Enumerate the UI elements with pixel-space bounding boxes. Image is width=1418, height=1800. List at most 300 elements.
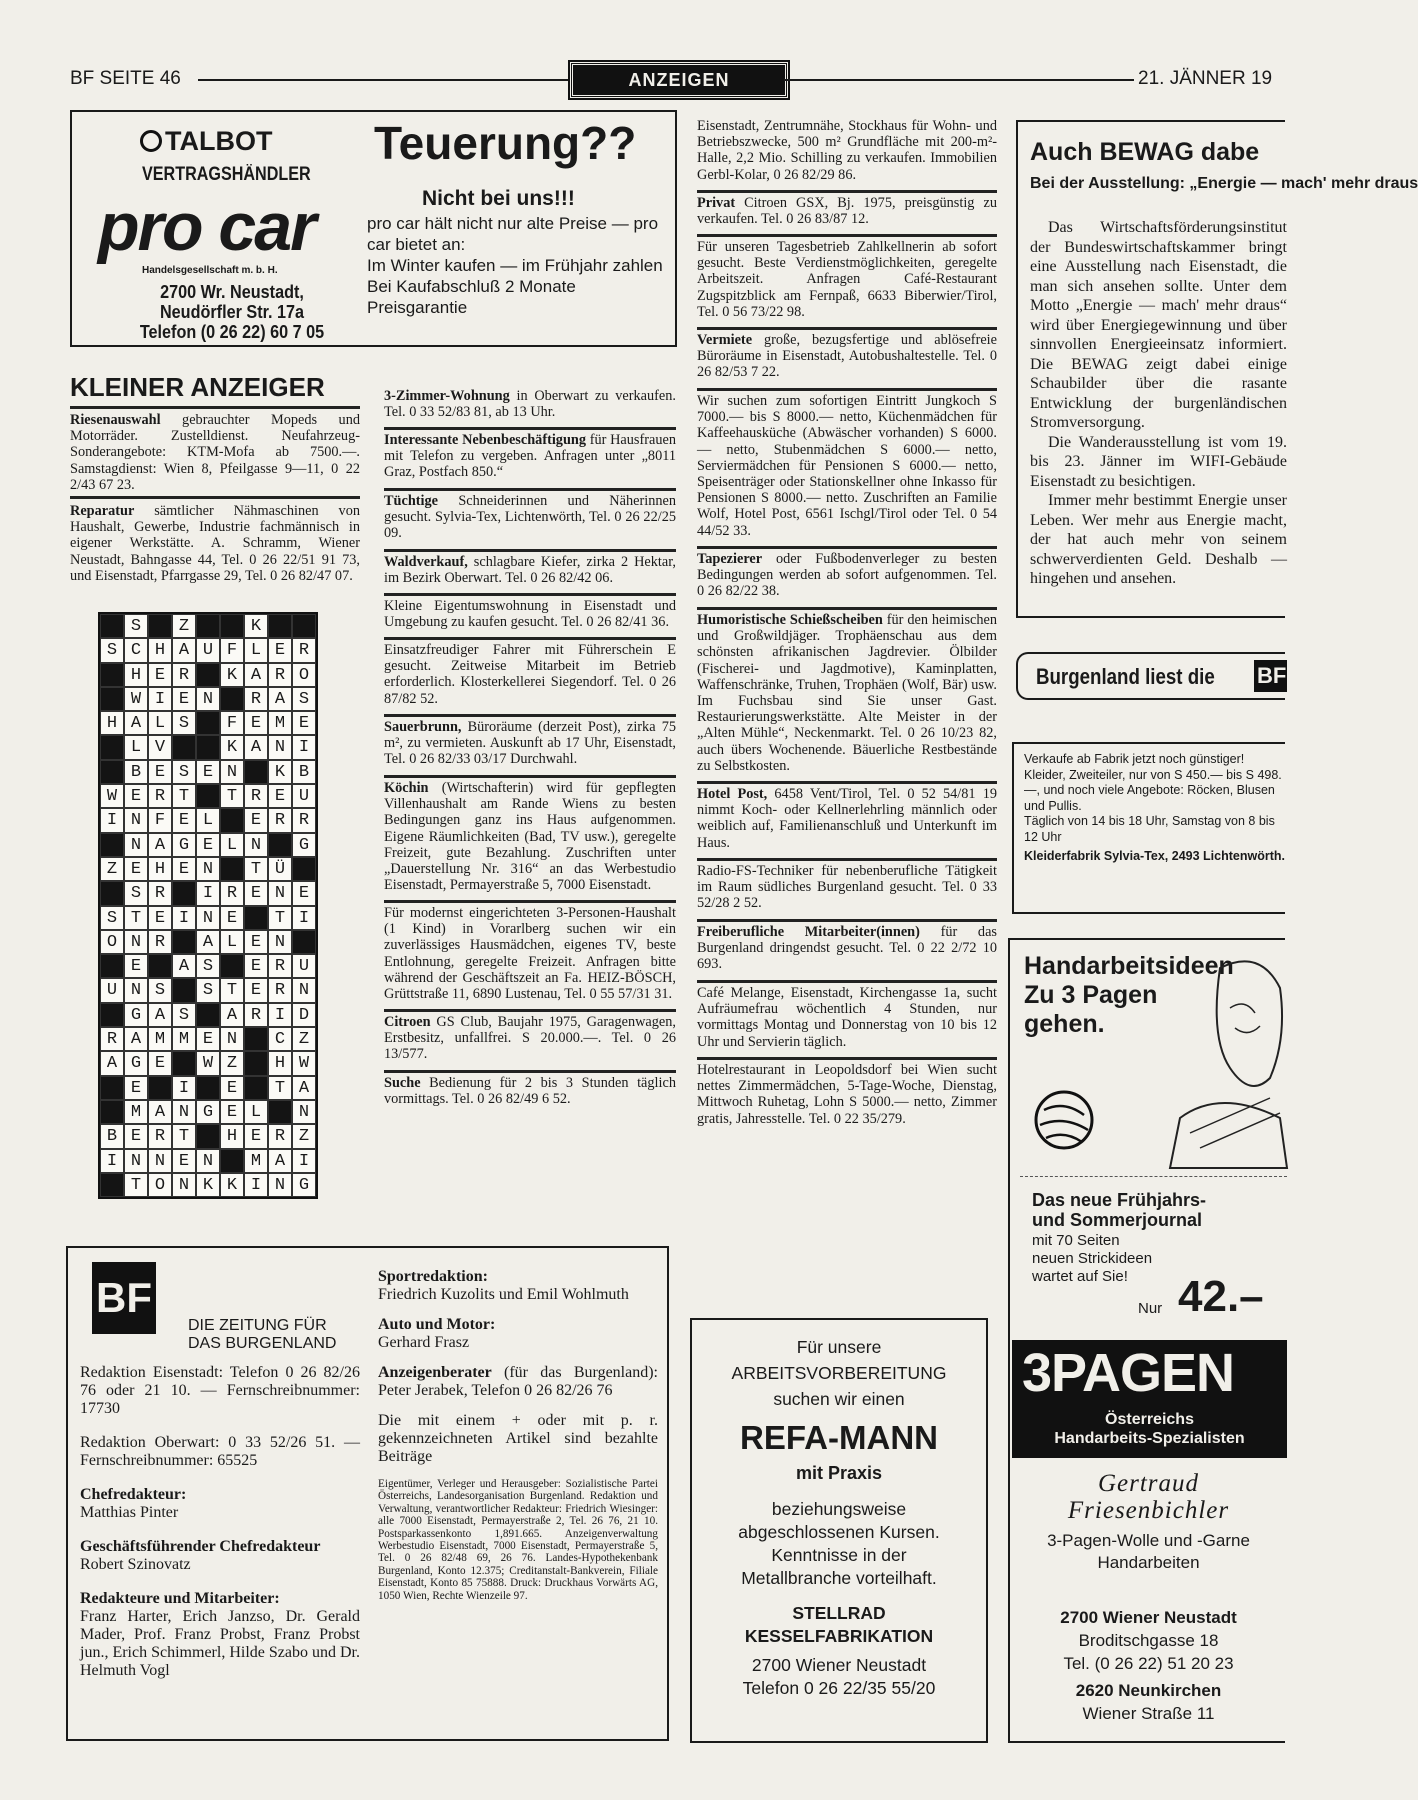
- divider: [384, 775, 676, 778]
- crossword-cell: N: [196, 906, 220, 930]
- crossword-cell: N: [196, 857, 220, 881]
- crossword-cell: N: [244, 833, 268, 857]
- crossword-cell: S: [124, 881, 148, 905]
- crossword-cell: E: [124, 954, 148, 978]
- crossword-cell: T: [172, 784, 196, 808]
- classified-ad: 3-Zimmer-Wohnung in Oberwart zu verkaufen. Tel. 0 33 52/83 81, ab 13 Uhr.: [384, 388, 676, 421]
- crossword-cell: R: [100, 1027, 124, 1051]
- crossword-cell: E: [196, 833, 220, 857]
- burgenland-liest-ad: [1016, 652, 1285, 700]
- crossword-cell: K: [220, 735, 244, 759]
- crossword-cell: T: [172, 1124, 196, 1148]
- crossword-cell: U: [196, 638, 220, 662]
- bf-tagline: DIE ZEITUNG FÜR DAS BURGENLAND: [188, 1317, 337, 1352]
- classified-ad: Riesenauswahl gebrauchter Mopeds und Motorräder. Zustelldienst. Neufahrzeug-Sonderangebote: KTM-Mofa ab 7500.—. Samstagdienst: Wien 8, Pfeilgasse 9—11, 0 22 2/43 67 23.: [70, 412, 360, 493]
- journal-price: 42.–: [1178, 1272, 1264, 1321]
- crossword-cell: N: [268, 930, 292, 954]
- crossword-cell: N: [220, 760, 244, 784]
- crossword-cell: K: [196, 1173, 220, 1197]
- crossword-cell: [196, 784, 220, 808]
- crossword-cell: M: [148, 1027, 172, 1051]
- crossword-cell: R: [172, 663, 196, 687]
- crossword-cell: W: [196, 1051, 220, 1075]
- kleiner-anzeiger-title: KLEINER ANZEIGER: [70, 372, 325, 402]
- knitting-woman-illustration: [1160, 948, 1287, 1168]
- crossword-cell: E: [172, 687, 196, 711]
- journal-text: mit 70 Seiten neuen Strickideen wartet auf Sie!: [1032, 1232, 1153, 1285]
- crossword-cell: R: [220, 881, 244, 905]
- crossword-cell: Z: [292, 1124, 316, 1148]
- crossword-cell: L: [124, 735, 148, 759]
- crossword-cell: [100, 760, 124, 784]
- crossword-cell: E: [196, 1027, 220, 1051]
- crossword-cell: S: [148, 978, 172, 1002]
- crossword-cell: T: [124, 906, 148, 930]
- crossword-cell: R: [148, 784, 172, 808]
- crossword-cell: I: [196, 881, 220, 905]
- crossword-cell: F: [220, 711, 244, 735]
- crossword-cell: [292, 930, 316, 954]
- classified-ad: Citroen GS Club, Baujahr 1975, Garagenwagen, Erstbesitz, unfallfrei. S 20.000.—. Tel. 0 26 13/577.: [384, 1014, 676, 1063]
- classified-ad: Wir suchen zum sofortigen Eintritt Jungkoch S 7000.— bis S 8000.— netto, Küchenmädchen für Kaffeehausküche (Abwäscher vorhanden) S 6000.— netto, Stubenmädchen S 6000.— netto, Serviermädchen für Pensionen S 6000.— netto, Speisenträger oder Stationskellner ohne Inkasso für Pensionen S 8000.— netto. Zuschriften an Familie Wolf, Hotel Post, 6561 Ischgl/Tirol oder Tel. 0 54 44/52 33.: [697, 393, 997, 539]
- crossword-cell: H: [268, 1051, 292, 1075]
- yarn-ball-icon: [1024, 1080, 1104, 1160]
- crossword-cell: K: [220, 1173, 244, 1197]
- crossword-cell: A: [172, 638, 196, 662]
- shop-addresses: 2700 Wiener Neustadt Broditschgasse 18 Tel. (0 26 22) 51 20 23 2620 Neunkirchen Wiener Straße 11: [1060, 1608, 1237, 1723]
- crossword-cell: L: [196, 808, 220, 832]
- crossword-cell: E: [196, 760, 220, 784]
- crossword-cell: A: [292, 1076, 316, 1100]
- crossword-cell: B: [100, 1124, 124, 1148]
- crossword-cell: S: [172, 711, 196, 735]
- crossword-cell: [172, 735, 196, 759]
- classified-ad: Café Melange, Eisenstadt, Kirchengasse 1a, sucht Aufräumefrau wöchentlich 4 Stunden, nur vormittags Montag und Donnerstag von 10 bis 12 Uhr und Servierin täglich.: [697, 985, 997, 1050]
- classified-ad: Waldverkauf, schlagbare Kiefer, zirka 2 Hektar, im Bezirk Oberwart. Tel. 0 26 82/42 06.: [384, 554, 676, 587]
- crossword-cell: H: [124, 663, 148, 687]
- crossword-cell: H: [148, 638, 172, 662]
- crossword-cell: S: [196, 954, 220, 978]
- divider: [697, 781, 997, 784]
- crossword-cell: [244, 1076, 268, 1100]
- crossword-cell: D: [292, 1003, 316, 1027]
- divider: [697, 234, 997, 237]
- bf-small-logo: BF: [1254, 660, 1287, 692]
- crossword-cell: M: [244, 1149, 268, 1173]
- crossword-cell: [220, 687, 244, 711]
- crossword-cell: [244, 1027, 268, 1051]
- classified-ad: Vermiete große, bezugsfertige und ablösefreie Büroräume in Eisenstadt, Autobushaltestelle. Tel. 0 26 82/53 7 22.: [697, 332, 997, 381]
- crossword-cell: [172, 1051, 196, 1075]
- crossword-cell: E: [244, 808, 268, 832]
- crossword-cell: N: [124, 808, 148, 832]
- crossword-cell: N: [268, 881, 292, 905]
- crossword-cell: [100, 833, 124, 857]
- price-label: Nur: [1138, 1300, 1163, 1317]
- divider: [697, 858, 997, 861]
- crossword-cell: H: [220, 1124, 244, 1148]
- crossword-cell: E: [220, 1100, 244, 1124]
- classified-ad: Radio-FS-Techniker für nebenberufliche Tätigkeit im Raum südliches Burgenland gesucht. Tel. 0 33 52/28 2 52.: [697, 863, 997, 912]
- 3-pagen-ad: [1008, 938, 1285, 1743]
- shop-products: 3-Pagen-Wolle und -Garne Handarbeiten: [1047, 1531, 1250, 1572]
- procar-company: Handelsgesellschaft m. b. H.: [142, 265, 278, 276]
- crossword-cell: O: [292, 663, 316, 687]
- crossword-cell: U: [100, 978, 124, 1002]
- divider: [384, 488, 676, 491]
- classified-ad: Kleine Eigentumswohnung in Eisenstadt und Umgebung zu kaufen gesucht. Tel. 0 26 82/41 36.: [384, 598, 676, 631]
- crossword-cell: N: [196, 687, 220, 711]
- crossword-cell: N: [124, 978, 148, 1002]
- divider: [697, 546, 997, 549]
- crossword-cell: Z: [292, 1027, 316, 1051]
- crossword-puzzle: [98, 612, 318, 1199]
- classified-ad: Hotelrestaurant in Leopoldsdorf bei Wien sucht nettes Zimmermädchen, 5-Tage-Woche, Dienstag, Mittwoch Ruhetag, Lohn S 5000.— netto, Zimmer gratis, Jahresstelle. Tel. 0 22 35/279.: [697, 1062, 997, 1127]
- header-rule-left: [198, 79, 568, 81]
- crossword-cell: [196, 735, 220, 759]
- classified-ad: Sauerbrunn, Büroräume (derzeit Post), zirka 75 m², zu vermieten. Auskunft ab 17 Uhr, Eisenstadt, Tel. 0 26 82/33 03/17 Durchwahl.: [384, 719, 676, 768]
- crossword-cell: N: [124, 930, 148, 954]
- crossword-cell: N: [172, 1173, 196, 1197]
- crossword-cell: F: [220, 638, 244, 662]
- crossword-cell: Ü: [268, 857, 292, 881]
- crossword-cell: N: [124, 833, 148, 857]
- crossword-cell: [196, 1003, 220, 1027]
- header-rule-right: [784, 79, 1134, 81]
- crossword-cell: A: [148, 1003, 172, 1027]
- crossword-cell: N: [292, 978, 316, 1002]
- crossword-cell: N: [196, 1149, 220, 1173]
- crossword-cell: [196, 711, 220, 735]
- impressum-right: Sportredaktion: Friedrich Kuzolits und Emil Wohlmuth Auto und Motor: Gerhard Frasz Anzeigenberater (für das Burgenland): Peter Jerabek, Telefon 0 26 82/26 76 Die mit einem + oder mit p. r. gekennzeichneten Artikel sind bezahlte Beiträge Eigentümer, Verleger und Herausgeber: Sozialistische Partei Österreichs, Landesorganisation Burgenland. Redaktion und Verwaltung, verantwortlicher Redakteur: Friedrich Wiesinger: alle 7000 Eisenstadt, Permayerstraße 2, Tel. 26 76, 21 10. Postsparkassenkonto 1,891.665. Anzeigenverwaltung Werbestudio Eisenstadt, 7000 Eisenstadt, Permayerstraße 5, Tel. 0 26 82/48 69, 26 76. Landes-Hypothekenbank Burgenland, Konto 12.375; Creditanstalt-Bankverein, Filiale Eisenstadt, Konto 85 75888. Druck: Druckhaus Vorwärts AG, 1050 Wien, Rechte Wienzeile 97.: [378, 1268, 658, 1602]
- crossword-cell: G: [172, 833, 196, 857]
- classified-ad: Suche Bedienung für 2 bis 3 Stunden täglich vormittags. Tel. 0 26 82/49 6 52.: [384, 1075, 676, 1108]
- crossword-cell: I: [172, 906, 196, 930]
- crossword-cell: G: [292, 1173, 316, 1197]
- crossword-cell: E: [172, 857, 196, 881]
- crossword-cell: A: [172, 954, 196, 978]
- crossword-cell: S: [196, 978, 220, 1002]
- crossword-cell: L: [220, 930, 244, 954]
- crossword-cell: F: [148, 808, 172, 832]
- crossword-cell: G: [292, 833, 316, 857]
- crossword-cell: A: [268, 1149, 292, 1173]
- classified-ad: Einsatzfreudiger Fahrer mit Führerschein E gesucht. Zeitweise Mitarbeit im Betrieb erforderlich. Klosterkellerei Siegendorf. Tel. 0 26 87/82 52.: [384, 642, 676, 707]
- crossword-cell: I: [172, 1076, 196, 1100]
- crossword-cell: E: [244, 1124, 268, 1148]
- issue-date: 21. JÄNNER 19: [1138, 68, 1273, 89]
- divider: [697, 327, 997, 330]
- crossword-cell: [244, 760, 268, 784]
- crossword-cell: [172, 930, 196, 954]
- crossword-cell: [100, 1076, 124, 1100]
- crossword-cell: S: [100, 638, 124, 662]
- crossword-cell: [100, 663, 124, 687]
- crossword-cell: O: [100, 930, 124, 954]
- dashed-divider: [1020, 1176, 1287, 1178]
- sylvia-text: Verkaufe ab Fabrik jetzt noch günstiger! Kleider, Zweiteiler, nur von S 450.— bis S 498.—, und noch viele Angebote: Röcken, Blusen und Pullis. Täglich von 14 bis 18 Uhr, Samstag von 8 bis 12 Uhr Kleiderfabrik Sylvia-Tex, 2493 Lichtenwörth.: [1024, 752, 1285, 863]
- crossword-cell: [268, 1100, 292, 1124]
- crossword-cell: A: [244, 663, 268, 687]
- bewag-body: Das Wirtschaftsförderungsinstitut der Bundeswirtschaftskammer bringt eine Ausstellung nach Eisenstadt, die man sich ansehen sollte. Unter dem Motto „Energie — mach' mehr draus“ wird über Energiegewinnung und über sinnvollen Energieeinsatz informiert. Die BEWAG zeigt dabei einige Schaubilder über die rasante Entwicklung der burgenländischen Stromversorgung. Die Wanderausstellung ist vom 19. bis 23. Jänner im WIFI-Gebäude Eisenstadt zu besichtigen. Immer mehr bestimmt Energie unser Leben. Wer mehr aus Energie macht, der hat auch mehr von seinem schwerverdienten Geld. Deshalb — hingehen und ansehen.: [1030, 219, 1287, 587]
- crossword-cell: E: [148, 663, 172, 687]
- crossword-cell: T: [124, 1173, 148, 1197]
- divider: [384, 714, 676, 717]
- crossword-cell: [196, 614, 220, 638]
- crossword-cell: [148, 954, 172, 978]
- crossword-cell: E: [148, 1051, 172, 1075]
- crossword-cell: A: [268, 687, 292, 711]
- classified-ad: Tapezierer oder Fußbodenverleger zu besten Bedingungen werden ab sofort aufgenommen. Tel. 0 26 82/22 38.: [697, 551, 997, 600]
- crossword-cell: L: [244, 638, 268, 662]
- crossword-cell: R: [292, 808, 316, 832]
- sylvia-tex-ad: [1012, 742, 1285, 914]
- page-number: BF SEITE 46: [70, 68, 181, 89]
- crossword-cell: A: [100, 1051, 124, 1075]
- crossword-cell: R: [268, 808, 292, 832]
- classified-ad: Humoristische Schießscheiben für den heimischen und Großwildjäger. Trophäenschau aus dem schönsten afrikanischen Jagdrevier. Ölbilder (Fischerei- und Jagdmotive), Kaminplatten, Waffenschränke, Truhen, Trophäen (Wolf, Bär) usw. Im Fuchsbau sind Sie unser Gast. Restaurierungswerkstätte. Alte Meister in der „Alten Mühle“, Neckenmarkt. Tel. 0 26 10/23 82, auch übers Wochenende. Bäuerliche Restbestände zu Selbstkosten.: [697, 612, 997, 774]
- crossword-cell: R: [244, 784, 268, 808]
- bewag-subtitle: Bei der Ausstellung: „Energie — mach' mehr draus: [1030, 175, 1418, 192]
- crossword-cell: L: [220, 833, 244, 857]
- classified-ad: Für modernst eingerichteten 3-Personen-Haushalt (1 Kind) in Vorarlberg suchen wir ein zuverlässiges Hausmädchen, eigenes TV, beste Entlohnung, geregelte Freizeit. Anfragen bitte während der Geschäftszeit an Fa. HEIZ-BÖSCH, Grüttstraße 11, 6890 Lustenau, Tel. 0 55 57/31 31.: [384, 905, 676, 1003]
- crossword-cell: E: [244, 930, 268, 954]
- pagen-headline: Handarbeitsideen Zu 3 Pagen gehen.: [1024, 952, 1234, 1038]
- crossword-cell: S: [124, 614, 148, 638]
- divider: [697, 980, 997, 983]
- crossword-cell: B: [292, 760, 316, 784]
- divider: [70, 496, 360, 499]
- 3-pagen-logo: 3PAGEN Österreichs Handarbeits-Spezialisten: [1012, 1340, 1287, 1458]
- crossword-cell: E: [172, 808, 196, 832]
- crossword-cell: T: [268, 1076, 292, 1100]
- crossword-cell: S: [100, 906, 124, 930]
- crossword-cell: [220, 808, 244, 832]
- impressum-box: [66, 1246, 669, 1741]
- crossword-cell: Z: [100, 857, 124, 881]
- divider: [384, 637, 676, 640]
- crossword-cell: N: [124, 1149, 148, 1173]
- crossword-cell: A: [124, 711, 148, 735]
- crossword-cell: T: [268, 906, 292, 930]
- crossword-cell: W: [100, 784, 124, 808]
- crossword-cell: W: [292, 1051, 316, 1075]
- crossword-cell: R: [148, 930, 172, 954]
- shop-owner-name: Gertraud Friesenbichler: [1067, 1470, 1230, 1524]
- talbot-brand: TALBOT: [140, 126, 272, 157]
- crossword-cell: I: [244, 1173, 268, 1197]
- crossword-cell: R: [268, 1124, 292, 1148]
- divider: [384, 1070, 676, 1073]
- divider: [697, 919, 997, 922]
- crossword-cell: A: [196, 930, 220, 954]
- crossword-cell: E: [220, 1076, 244, 1100]
- crossword-cell: [100, 614, 124, 638]
- crossword-cell: E: [292, 881, 316, 905]
- crossword-cell: R: [244, 687, 268, 711]
- crossword-cell: C: [124, 638, 148, 662]
- classified-ad: Reparatur sämtlicher Nähmaschinen von Haushalt, Gewerbe, Industrie fachmännisch in eigener Werkstätte. A. Schramm, Wiener Neustadt, Bahngasse 44, Tel. 0 26 22/51 91 73, und Eisenstadt, Pfarrgasse 29, Tel. 0 26 82/47 07.: [70, 503, 360, 584]
- crossword-cell: W: [124, 687, 148, 711]
- crossword-cell: Z: [220, 1051, 244, 1075]
- divider: [384, 549, 676, 552]
- crossword-cell: A: [124, 1027, 148, 1051]
- crossword-cell: R: [292, 638, 316, 662]
- crossword-cell: K: [268, 760, 292, 784]
- crossword-cell: [100, 1173, 124, 1197]
- crossword-cell: [220, 1149, 244, 1173]
- crossword-cell: M: [268, 711, 292, 735]
- crossword-cell: C: [268, 1027, 292, 1051]
- crossword-cell: G: [196, 1100, 220, 1124]
- crossword-cell: [196, 1124, 220, 1148]
- crossword-cell: E: [124, 784, 148, 808]
- classified-ad: Für unseren Tagesbetrieb Zahlkellnerin ab sofort gesucht. Beste Verdienstmöglichkeiten, geregelte Arbeitszeit. Anfragen Café-Restaurant Zugspitzblick am Fernpaß, 6633 Biberwier/Tirol, Tel. 0 56 73/22 98.: [697, 239, 997, 320]
- crossword-cell: A: [244, 735, 268, 759]
- divider: [697, 1057, 997, 1060]
- crossword-cell: G: [124, 1051, 148, 1075]
- crossword-cell: U: [292, 784, 316, 808]
- crossword-cell: [196, 1076, 220, 1100]
- crossword-cell: I: [268, 1003, 292, 1027]
- crossword-cell: R: [268, 978, 292, 1002]
- crossword-cell: E: [244, 711, 268, 735]
- crossword-cell: E: [244, 881, 268, 905]
- crossword-cell: S: [292, 687, 316, 711]
- crossword-cell: [244, 1051, 268, 1075]
- crossword-cell: R: [244, 1003, 268, 1027]
- crossword-cell: S: [172, 1003, 196, 1027]
- crossword-cell: A: [148, 833, 172, 857]
- crossword-cell: N: [292, 1100, 316, 1124]
- crossword-cell: A: [220, 1003, 244, 1027]
- crossword-cell: [148, 1076, 172, 1100]
- crossword-cell: I: [292, 735, 316, 759]
- classified-ad: Eisenstadt, Zentrumnähe, Stockhaus für Wohn- und Betriebszwecke, 500 m² Grundfläche mit 200-m²-Halle, 2,2 Mio. Schilling zu verkaufen. Immobilien Gerbl-Kolar, 0 26 82/29 86.: [697, 118, 997, 183]
- crossword-cell: T: [220, 978, 244, 1002]
- crossword-cell: N: [220, 1027, 244, 1051]
- crossword-cell: S: [172, 760, 196, 784]
- crossword-cell: R: [148, 881, 172, 905]
- crossword-cell: G: [124, 1003, 148, 1027]
- bewag-title: Auch BEWAG dabe: [1030, 138, 1260, 166]
- crossword-cell: N: [172, 1100, 196, 1124]
- procar-logo: pro car: [98, 189, 315, 265]
- crossword-cell: E: [220, 906, 244, 930]
- crossword-cell: [172, 881, 196, 905]
- impressum-left: Redaktion Eisenstadt: Telefon 0 26 82/26 76 oder 21 10. — Fernschreibnummer: 17730 Redaktion Oberwart: 0 33 52/26 51. — Fernschreibnummer: 65525 Chefredakteur: Matthias Pinter Geschäftsführender Chefredakteur Robert Szinovatz Redakteure und Mitarbeiter: Franz Harter, Erich Janzso, Dr. Gerald Mader, Prof. Franz Probst, Franz Probst jun., Erich Schimmerl, Hilde Szabo und Dr. Helmuth Vogl: [80, 1364, 360, 1679]
- crossword-cell: E: [268, 784, 292, 808]
- crossword-cell: K: [220, 663, 244, 687]
- crossword-cell: [148, 614, 172, 638]
- crossword-cell: N: [268, 735, 292, 759]
- crossword-cell: V: [148, 735, 172, 759]
- crossword-cell: B: [124, 760, 148, 784]
- refa-text: Für unsere ARBEITSVORBEREITUNG suchen wir einen REFA-MANN mit Praxis beziehungsweise abgeschlossenen Kursen. Kenntnisse in der Metallbranche vorteilhaft. STELLRAD KESSELFABRIKATION 2700 Wiener Neustadt Telefon 0 26 22/35 55/20: [731, 1337, 947, 1698]
- classified-ad: Tüchtige Schneiderinnen und Näherinnen gesucht. Sylvia-Tex, Lichtenwörth, Tel. 0 26 22/25 09.: [384, 493, 676, 542]
- crossword-cell: I: [100, 1149, 124, 1173]
- divider: [697, 388, 997, 391]
- crossword-cell: U: [292, 954, 316, 978]
- procar-address: 2700 Wr. Neustadt, Neudörfler Str. 17a Telefon (0 26 22) 60 7 05: [139, 282, 325, 342]
- refa-mann-ad: [690, 1318, 988, 1743]
- crossword-cell: I: [292, 1149, 316, 1173]
- crossword-cell: E: [172, 1149, 196, 1173]
- crossword-cell: M: [172, 1027, 196, 1051]
- crossword-cell: E: [148, 906, 172, 930]
- burgenland-text: Burgenland liest die: [1036, 664, 1215, 689]
- crossword-cell: E: [124, 857, 148, 881]
- divider: [384, 1009, 676, 1012]
- procar-body: pro car hält nicht nur alte Preise — pro car bietet an: Im Winter kaufen — im Frühjahr zahlen Bei Kaufabschluß 2 Monate Preisgarantie: [367, 214, 663, 317]
- crossword-cell: [100, 735, 124, 759]
- crossword-cell: L: [244, 1100, 268, 1124]
- crossword-cell: [100, 1100, 124, 1124]
- teuerung-sub: Nicht bei uns!!!: [422, 187, 575, 210]
- talbot-subtitle: VERTRAGSHÄNDLER: [142, 164, 311, 185]
- crossword-cell: O: [148, 1173, 172, 1197]
- crossword-cell: E: [244, 978, 268, 1002]
- crossword-cell: [100, 954, 124, 978]
- divider: [697, 607, 997, 610]
- classified-ad: Freiberufliche Mitarbeiter(innen) für das Burgenland dringendst gesucht. Tel. 0 22 2/72 10 693.: [697, 924, 997, 973]
- crossword-cell: H: [148, 857, 172, 881]
- crossword-cell: T: [244, 857, 268, 881]
- bewag-article: [1016, 120, 1418, 618]
- crossword-cell: [268, 614, 292, 638]
- crossword-cell: [100, 1003, 124, 1027]
- crossword-cell: M: [124, 1100, 148, 1124]
- divider: [384, 900, 676, 903]
- crossword-cell: [268, 833, 292, 857]
- crossword-cell: L: [148, 711, 172, 735]
- journal-title: Das neue Frühjahrs- und Sommerjournal: [1032, 1190, 1207, 1230]
- crossword-cell: [292, 614, 316, 638]
- crossword-cell: Z: [172, 614, 196, 638]
- crossword-cell: [292, 857, 316, 881]
- divider: [384, 593, 676, 596]
- crossword-cell: [100, 687, 124, 711]
- crossword-cell: N: [148, 1149, 172, 1173]
- divider: [384, 427, 676, 430]
- crossword-cell: [196, 663, 220, 687]
- crossword-cell: N: [268, 1173, 292, 1197]
- crossword-cell: E: [244, 954, 268, 978]
- crossword-cell: R: [268, 954, 292, 978]
- crossword-cell: E: [124, 1076, 148, 1100]
- divider: [70, 406, 360, 409]
- talbot-logo-icon: [140, 130, 162, 152]
- section-title: ANZEIGEN: [570, 62, 788, 98]
- divider: [697, 190, 997, 193]
- crossword-cell: E: [124, 1124, 148, 1148]
- crossword-cell: H: [100, 711, 124, 735]
- classified-ad: Köchin (Wirtschafterin) wird für gepflegten Villenhaushalt am Rande Wiens zu besten Bedingungen ganz ins Haus aufgenommen. Eigene Räumlichkeiten (Bad, TV usw.), geregelte Freizeit, gute Bezahlung. Zuschriften unter „Dauerstellung Nr. 316“ an das Werbestudio Eisenstadt, Permayerstraße 5, 7000 Eisenstadt.: [384, 780, 676, 894]
- crossword-cell: T: [220, 784, 244, 808]
- crossword-cell: [220, 954, 244, 978]
- crossword-cell: [220, 614, 244, 638]
- teuerung-headline: Teuerung??: [374, 117, 637, 169]
- crossword-cell: [100, 881, 124, 905]
- classified-ad: Interessante Nebenbeschäftigung für Hausfrauen mit Telefon zu vergeben. Anfragen unter „8011 Graz, Postfach 850.“: [384, 432, 676, 481]
- talbot-procar-ad: [70, 110, 677, 347]
- crossword-cell: R: [268, 663, 292, 687]
- crossword-cell: I: [100, 808, 124, 832]
- crossword-cell: E: [292, 711, 316, 735]
- crossword-cell: I: [292, 906, 316, 930]
- crossword-cell: A: [148, 1100, 172, 1124]
- classified-ad: Privat Citroen GSX, Bj. 1975, preisgünstig zu verkaufen. Tel. 0 26 83/87 12.: [697, 195, 997, 228]
